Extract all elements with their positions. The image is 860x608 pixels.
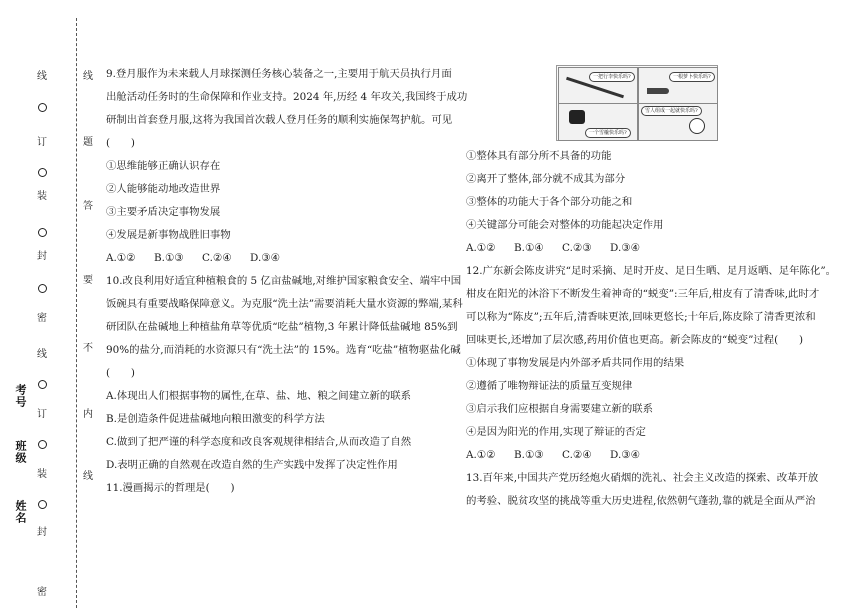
question-10 bbox=[106, 270, 463, 477]
question-text: 回味更长,还增加了层次感,药用价值也更高。新会陈皮的“蜕变”过程( ) bbox=[466, 334, 804, 346]
binding-margin bbox=[0, 0, 95, 608]
cartoon-panel-hat bbox=[558, 103, 638, 141]
answer-options bbox=[106, 247, 456, 270]
question-text: 的考验、脱贫攻坚的挑战等重大历史进程,依然朝气蓬勃,靠的就是全面从严治 bbox=[466, 495, 816, 507]
choice-c[interactable]: C.做到了把严谨的科学态度和改良客观规律相结合,从而改造了自然 bbox=[106, 436, 412, 448]
answer-blank: ( ) bbox=[106, 137, 135, 149]
option-d[interactable]: D.③④ bbox=[610, 242, 640, 254]
exam-id-label: 考号 bbox=[14, 384, 27, 408]
speech-bubble: 一把行李快乐吗? bbox=[589, 72, 635, 82]
fold-mark-char: 线 bbox=[37, 71, 47, 82]
statement-item: ①体现了事物发展是内外部矛盾共同作用的结果 bbox=[466, 357, 685, 369]
question-11 bbox=[466, 145, 821, 260]
cartoon-panel-carrot bbox=[638, 67, 718, 105]
fold-mark-char: 密 bbox=[37, 587, 47, 598]
statement-item: ③主要矛盾决定事物发展 bbox=[106, 206, 221, 218]
choice-b[interactable]: B.是创造条件促进盐碱地向粮田激变的科学方法 bbox=[106, 413, 325, 425]
speech-bubble: 雪人组成一起就快乐吗? bbox=[641, 106, 702, 116]
fold-mark-char: 答 bbox=[83, 201, 93, 212]
speech-bubble: 一个雪橇快乐吗? bbox=[585, 128, 631, 138]
answer-blank: ( ) bbox=[106, 367, 135, 379]
statement-item: ④关键部分可能会对整体的功能起决定作用 bbox=[466, 219, 664, 231]
question-12 bbox=[466, 260, 837, 467]
fold-mark-char: 密 bbox=[37, 313, 47, 324]
option-b[interactable]: B.①④ bbox=[514, 242, 544, 254]
statement-item: ④是因为阳光的作用,实现了辩证的否定 bbox=[466, 426, 646, 438]
fold-mark-char: 订 bbox=[37, 409, 47, 420]
choice-a[interactable]: A.体现出人们根据事物的属性,在草、盐、地、粮之间建立新的联系 bbox=[106, 390, 412, 402]
choice-d[interactable]: D.表明正确的自然观在改造自然的生产实践中发挥了决定性作用 bbox=[106, 459, 398, 471]
statement-item: ③启示我们应根据自身需要建立新的联系 bbox=[466, 403, 654, 415]
cartoon-image bbox=[556, 65, 718, 141]
fold-mark-char: 装 bbox=[37, 191, 47, 202]
question-text: 柑皮在阳光的沐浴下不断发生着神奇的“蜕变”:三年后,柑皮有了清香味,此时才 bbox=[466, 288, 820, 300]
question-11-stem: 11.漫画揭示的哲理是( ) bbox=[106, 482, 235, 494]
question-text: 10.改良利用好适宜种植粮食的 5 亿亩盐碱地,对维护国家粮食安全、端牢中国 bbox=[106, 275, 462, 287]
statement-item: ③整体的功能大于各个部分功能之和 bbox=[466, 196, 633, 208]
fold-mark-char: 线 bbox=[83, 71, 93, 82]
option-a[interactable]: A.①② bbox=[466, 242, 496, 254]
binding-hole-circle bbox=[38, 440, 47, 449]
statement-item: ①整体具有部分所不具备的功能 bbox=[466, 150, 612, 162]
binding-hole-circle bbox=[38, 168, 47, 177]
question-text: 研团队在盐碱地上种植盐角草等优质“吃盐”植物,3 年累计降低盐碱地 85%到 bbox=[106, 321, 458, 333]
question-9 bbox=[106, 63, 468, 270]
hat-drawing bbox=[569, 110, 585, 124]
option-a[interactable]: A.①② bbox=[106, 252, 136, 264]
cartoon-panel-snowman bbox=[638, 103, 718, 141]
option-d[interactable]: D.③④ bbox=[610, 449, 640, 461]
statement-item: ②人能够能动地改造世界 bbox=[106, 183, 221, 195]
left-column bbox=[106, 63, 468, 500]
answer-options bbox=[466, 444, 821, 467]
binding-hole-circle bbox=[38, 500, 47, 509]
statement-item: ④发展是新事物战胜旧事物 bbox=[106, 229, 231, 241]
binding-hole-circle bbox=[38, 103, 47, 112]
cartoon-panel-shovel bbox=[558, 67, 638, 105]
fold-line bbox=[76, 18, 77, 608]
option-c[interactable]: C.②④ bbox=[202, 252, 232, 264]
option-c[interactable]: C.②③ bbox=[562, 242, 592, 254]
question-text: 9.登月服作为未来载人月球探测任务核心装备之一,主要用于航天员执行月面 bbox=[106, 68, 452, 80]
question-text: 90%的盐分,而消耗的水资源只有“洗土法”的 15%。选育“吃盐”植物驱盐化碱 bbox=[106, 344, 461, 356]
fold-mark-char: 要 bbox=[83, 275, 93, 286]
question-text: 12.广东新会陈皮讲究“足时采摘、足时开皮、足日生晒、足月返晒、足年陈化”。 bbox=[466, 265, 837, 277]
question-text: 可以称为“陈皮”;五年后,清香味更浓,回味更悠长;十年后,陈皮除了清香更浓和 bbox=[466, 311, 816, 323]
fold-mark-char: 题 bbox=[83, 137, 93, 148]
fold-mark-char: 线 bbox=[37, 349, 47, 360]
fold-mark-char: 不 bbox=[83, 343, 93, 354]
option-d[interactable]: D.③④ bbox=[250, 252, 280, 264]
fold-mark-char: 线 bbox=[83, 471, 93, 482]
option-c[interactable]: C.②④ bbox=[562, 449, 592, 461]
carrot-drawing bbox=[647, 88, 669, 94]
question-text: 研制出首套登月服,这将为我国首次载人登月任务的顺利实施保驾护航。可见 bbox=[106, 114, 453, 126]
option-b[interactable]: B.①③ bbox=[514, 449, 544, 461]
fold-mark-char: 内 bbox=[83, 409, 93, 420]
option-a[interactable]: A.①② bbox=[466, 449, 496, 461]
fold-mark-char: 订 bbox=[37, 137, 47, 148]
right-column bbox=[466, 145, 837, 513]
question-text: 13.百年来,中国共产党历经炮火硝烟的洗礼、社会主义改造的探索、改革开放 bbox=[466, 472, 819, 484]
speech-bubble: 一根萝卜快乐吗? bbox=[669, 72, 715, 82]
statement-item: ②遵循了唯物辩证法的质量互变规律 bbox=[466, 380, 633, 392]
fold-mark-char: 封 bbox=[37, 251, 47, 262]
statement-item: ②离开了整体,部分就不成其为部分 bbox=[466, 173, 626, 185]
class-label: 班级 bbox=[14, 440, 27, 464]
fold-mark-char: 装 bbox=[37, 469, 47, 480]
binding-hole-circle bbox=[38, 228, 47, 237]
question-text: 出舱活动任务时的生命保障和作业支持。2024 年,历经 4 年攻关,我国终于成功 bbox=[106, 91, 468, 103]
answer-options bbox=[466, 237, 821, 260]
statement-item: ①思维能够正确认识存在 bbox=[106, 160, 221, 172]
binding-hole-circle bbox=[38, 284, 47, 293]
fold-mark-char: 封 bbox=[37, 527, 47, 538]
question-text: 饭碗具有重要战略保障意义。为克服“洗土法”需要消耗大量水资源的弊端,某科 bbox=[106, 298, 463, 310]
question-13 bbox=[466, 467, 821, 513]
snowman-drawing bbox=[689, 118, 705, 134]
binding-hole-circle bbox=[38, 380, 47, 389]
name-label: 姓名 bbox=[14, 500, 27, 524]
option-b[interactable]: B.①③ bbox=[154, 252, 184, 264]
